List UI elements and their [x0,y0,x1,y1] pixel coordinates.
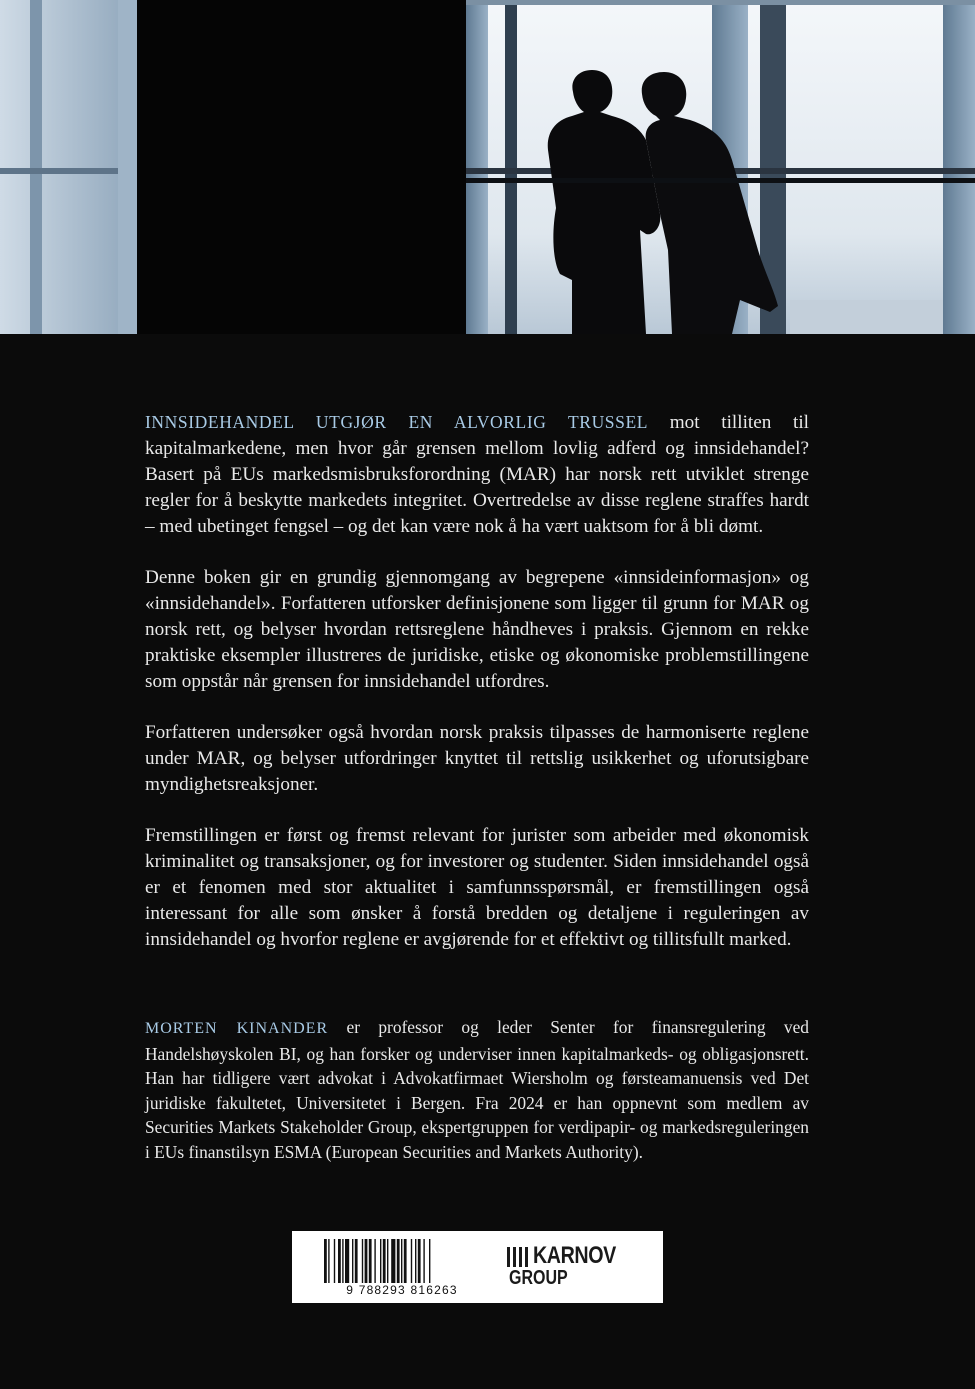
author-bio [145,1015,809,1165]
publisher-logo [507,1242,637,1291]
blurb-paragraph-3: Forfatteren undersøker også hvordan norsk praksis tilpasses de harmoniserte reglene under MAR, og belyser utfordringer knyttet til rettslig usikkerhet og uforutsigbare myndighetsreaksjoner. [145,722,809,795]
window-silhouette-image [0,0,975,334]
blurb-paragraph-4: Fremstillingen er først og fremst relevant for jurister som arbeider med økonomisk kriminalitet og transaksjoner, og for investorer og studenter. Siden innsidehandel også er et fenomen med stor aktualitet i samfunnsspørsmål, er fremstillingen også interessant for alle som ønsker å forstå bredden og detaljene i reguleringen av innsidehandel og hvorfor reglene er avgjørende for et effektivt og tillitsfullt marked. [145,825,809,950]
author-bio-text: er professor og leder Senter for finansregulering ved Handelshøyskolen BI, og han forsker og underviser innen kapitalmarkeds- og obligasjonsrett. Han har tidligere vært advokat i Advokatfirmaet Wiersholm og førsteamanuensis ved Det juridiske fakultetet, Universitetet i Bergen. Fra 2024 er han oppnevnt som medlem av Securities Markets Stakeholder Group, ekspertgruppen for verdipapir- og markedsreguleringen i EUs finanstilsyn ESMA (European Securities and Markets Authority). [145,1017,810,1162]
isbn-number: 9 788293 816263 [316,1283,488,1297]
barcode-icon [322,1239,482,1285]
cover-photo [0,0,975,334]
blurb-paragraph-2: Denne boken gir en grundig gjennomgang av begrepene «innsideinformasjon» og «innsidehandel». Forfatteren utforsker definisjonene som ligger til grunn for MAR og norsk rett, og belyser hvordan rettsreglene håndheves i praksis. Gjennom en rekke praktiske eksempler illustreres de juridiske, etiske og økonomiske problemstillingene som oppstår når grensen for innsidehandel utfordres. [145,567,809,692]
back-cover-blurb [145,409,809,953]
author-name: MORTEN KINANDER [145,1020,329,1037]
blurb-text: mot tilliten til kapitalmarkedene, men hvor går grensen mellom lovlig adferd og innsidehandel? Basert på EUs markedsmisbruksforordning (MAR) har norsk rett utviklet strenge regler for å beskytte markedets integritet. Overtredelse av disse reglene straffes hardt – med ubetinget fengsel – og det kan være nok å ha vært uaktsom for å bli dømt. [145,412,810,537]
publisher-group: GROUP [509,1267,568,1289]
logo-bars-icon [507,1247,531,1267]
publisher-name: KARNOV [533,1242,616,1269]
blurb-lead: INNSIDEHANDEL UTGJØR EN ALVORLIG TRUSSEL [145,412,649,432]
blurb-paragraph-1 [145,409,809,540]
barcode-panel [292,1231,663,1303]
